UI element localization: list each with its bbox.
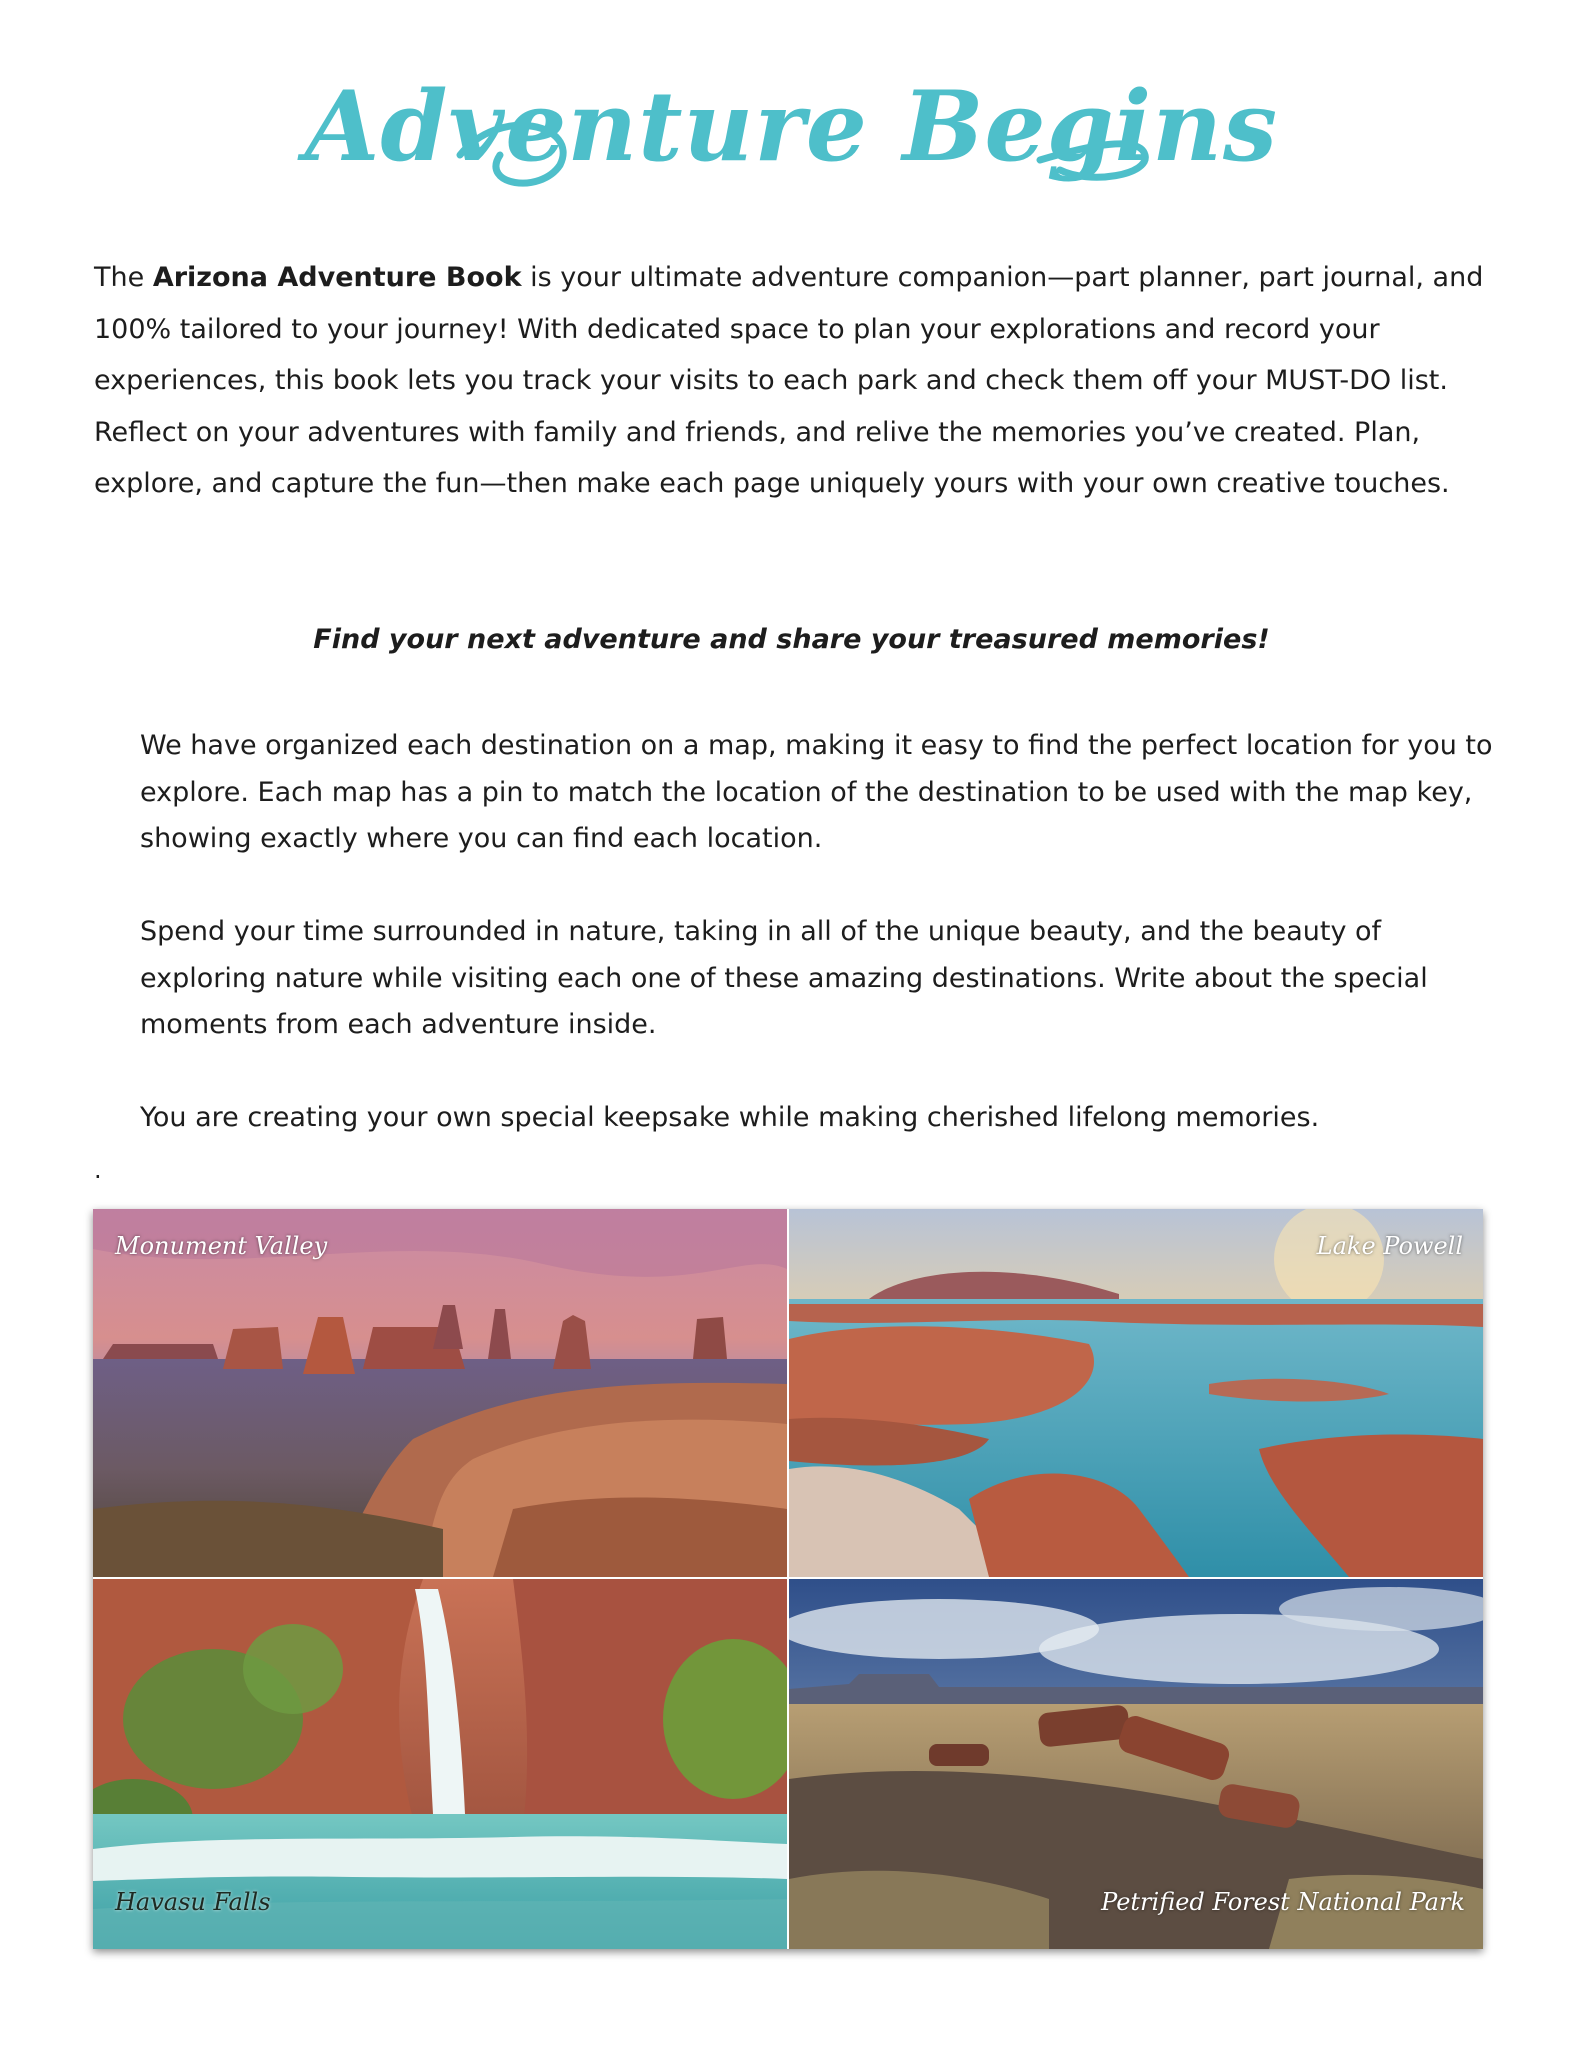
paragraph-keepsake: You are creating your own special keepsake while making cherished lifelong memories. — [140, 1102, 1320, 1133]
photo-petrified-forest — [789, 1579, 1483, 1949]
caption-lake-powell: Lake Powell — [1316, 1232, 1463, 1260]
photo-grid — [93, 1209, 1483, 1949]
caption-petrified-forest: Petrified Forest National Park — [1101, 1888, 1465, 1916]
book-name: Arizona Adventure Book — [152, 262, 522, 293]
paragraph-nature: Spend your time surrounded in nature, taking in all of the unique beauty, and the beauty of exploring nature while visiting each one of these amazing destinations. Write about the special moments from each adventure inside. — [140, 916, 1428, 1040]
intro-lead: The — [94, 262, 153, 293]
tagline: Find your next adventure and share your treasured memories! — [313, 624, 1270, 655]
intro-body: is your ultimate adventure companion—part planner, part journal, and 100% tailored to your journey! With dedicated space to plan your explorations and record your experiences, this book lets you track your visits to each park and check them off your MUST-DO list. Reflect on your adventures with family and friends, and relive the memories you’ve created. Plan, explore, and capture the fun—then make each page uniquely yours with your own creative touches. — [94, 262, 1484, 499]
photo-havasu-falls — [93, 1579, 787, 1949]
caption-monument-valley: Monument Valley — [115, 1232, 328, 1260]
caption-havasu-falls: Havasu Falls — [115, 1888, 271, 1916]
photo-monument-valley — [93, 1209, 787, 1577]
paragraph-map-organization: We have organized each destination on a map, making it easy to find the perfect location for you to explore. Each map has a pin to match the location of the destination to be used with the map key, showing exactly where you can find each location. — [140, 730, 1493, 854]
intro-paragraph — [94, 252, 1494, 510]
page-title: Adventure Begins — [304, 70, 1279, 183]
photo-lake-powell — [789, 1209, 1483, 1577]
stray-mark: . — [94, 1156, 102, 1184]
